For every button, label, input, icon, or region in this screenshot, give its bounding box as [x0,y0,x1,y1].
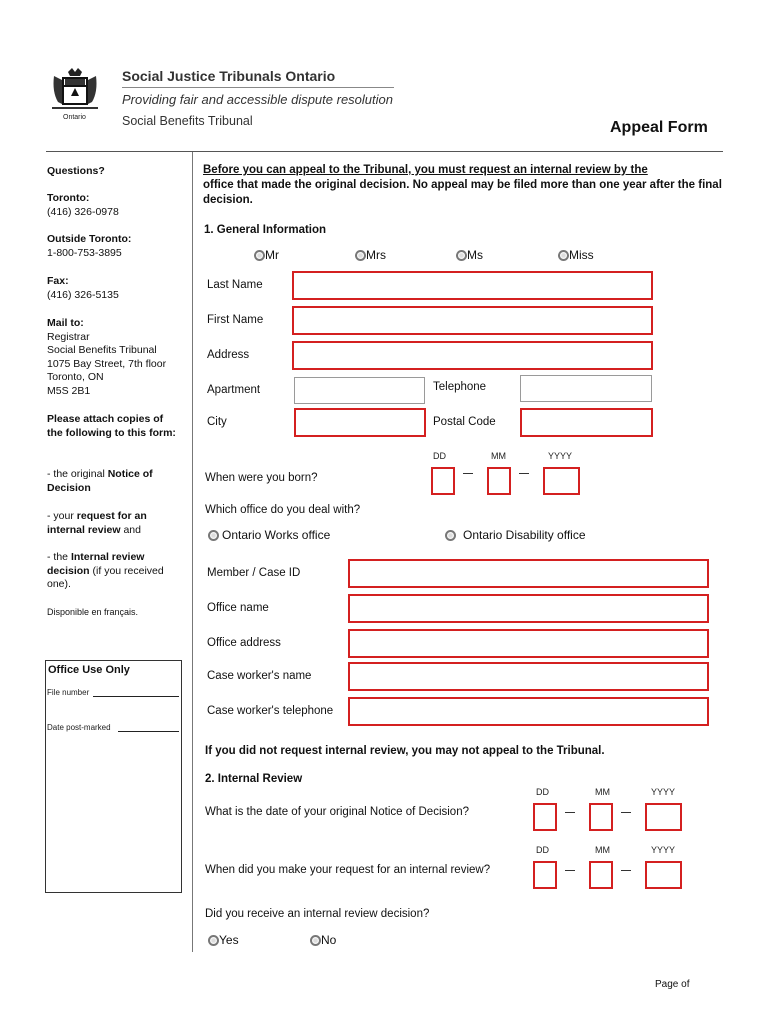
date-dash [519,473,529,474]
member-id-label: Member / Case ID [207,567,301,579]
birth-mm-label: MM [491,451,506,461]
date-postmarked-line [118,731,179,732]
sidebar-divider [192,152,193,952]
no-review-warning: If you did not request internal review, you may not appeal to the Tribunal. [205,745,605,757]
request-yyyy-label: YYYY [651,845,676,855]
title-radio-mr[interactable] [254,250,265,261]
notice-mm-label: MM [595,787,610,797]
postal-code-field[interactable] [520,408,653,437]
received-decision-question: Did you receive an internal review decision? [205,908,430,920]
postal-code-label: Postal Code [433,416,496,428]
last-name-field[interactable] [292,271,653,300]
mail-line: M5S 2B1 [47,385,91,397]
date-dash [463,473,473,474]
title-radio-ms[interactable] [456,250,467,261]
ontario-crest-icon [48,66,102,114]
tagline: Providing fair and accessible dispute resolution [122,92,393,107]
intro-notice: Before you can appeal to the Tribunal, you must request an internal review by the office that made the original decision. No appeal may be filed more than one year after the final decision. [203,164,722,206]
notice-year-field[interactable] [645,803,682,831]
first-name-label: First Name [207,314,264,326]
birth-yyyy-label: YYYY [548,451,573,461]
fax-phone: (416) 326-5135 [47,289,119,301]
ontario-works-radio[interactable] [208,530,219,541]
request-dd-label: DD [536,845,549,855]
section2-title: 2. Internal Review [205,773,303,785]
office-question: Which office do you deal with? [205,504,361,516]
file-number-line [93,696,179,697]
notice-dd-label: DD [536,787,549,797]
case-worker-label: Case worker's name [207,670,312,682]
notice-month-field[interactable] [589,803,613,831]
outside-toronto-phone: 1-800-753-3895 [47,247,122,259]
notice-yyyy-label: YYYY [651,787,676,797]
received-yes-radio[interactable] [208,935,219,946]
telephone-label: Telephone [433,381,487,393]
ontario-label: Ontario [63,114,86,121]
mail-line: Toronto, ON [47,371,104,383]
attach-item-notice: - the original Notice of Decision [47,468,153,494]
title-radio-mrs[interactable] [355,250,366,261]
title-radio-miss[interactable] [558,250,569,261]
birth-dd-label: DD [433,451,446,461]
ontario-disability-radio[interactable] [445,530,456,541]
telephone-field[interactable] [520,375,652,402]
apartment-field[interactable] [294,377,425,404]
page-number: Page of [655,979,690,990]
section1-title: 1. General Information [204,224,327,236]
apartment-label: Apartment [207,384,261,396]
notice-date-question: What is the date of your original Notice of Decision? [205,806,469,818]
tribunal-name: Social Benefits Tribunal [122,114,253,128]
received-yes-label: Yes [219,933,239,947]
notice-day-field[interactable] [533,803,557,831]
date-postmarked-label: Date post-marked [47,723,111,732]
birth-day-field[interactable] [431,467,455,495]
top-divider [46,151,723,152]
request-date-question: When did you make your request for an internal review? [205,864,491,876]
request-day-field[interactable] [533,861,557,889]
received-no-radio[interactable] [310,935,321,946]
office-address-field[interactable] [348,629,709,658]
title-label-ms: Ms [467,248,483,262]
member-id-field[interactable] [348,559,709,588]
received-no-label: No [321,933,337,947]
questions-heading: Questions? [47,165,105,177]
city-field[interactable] [294,408,426,437]
french-note: Disponible en français. [47,607,139,617]
outside-toronto-label: Outside Toronto: [47,233,132,245]
address-label: Address [207,349,250,361]
ontario-disability-label: Ontario Disability office [463,528,586,542]
fax-label: Fax: [47,275,69,287]
org-name: Social Justice Tribunals Ontario [122,68,336,84]
ontario-works-label: Ontario Works office [222,528,331,542]
file-number-label: File number [47,688,90,697]
office-address-label: Office address [207,637,281,649]
case-worker-field[interactable] [348,662,709,691]
date-dash [565,812,575,813]
attach-heading: Please attach copies of the following to this form: [47,413,176,439]
title-label-mrs: Mrs [366,248,386,262]
last-name-label: Last Name [207,279,263,291]
city-label: City [207,416,227,428]
form-title: Appeal Form [610,119,708,136]
date-dash [565,870,575,871]
request-mm-label: MM [595,845,610,855]
header-divider [122,87,394,88]
date-dash [621,812,631,813]
mail-line: Social Benefits Tribunal [47,344,157,356]
request-year-field[interactable] [645,861,682,889]
date-dash [621,870,631,871]
office-use-title: Office Use Only [48,664,130,676]
title-label-mr: Mr [265,248,279,262]
attach-item-request: - your request for an internal review and [47,510,147,536]
toronto-label: Toronto: [47,192,90,204]
title-label-miss: Miss [569,248,594,262]
office-name-label: Office name [207,602,269,614]
mail-line: Registrar [47,331,90,343]
mail-label: Mail to: [47,317,84,329]
address-field[interactable] [292,341,653,370]
first-name-field[interactable] [292,306,653,335]
office-name-field[interactable] [348,594,709,623]
birth-question: When were you born? [205,472,318,484]
mail-line: 1075 Bay Street, 7th floor [47,358,167,370]
case-worker-tel-label: Case worker's telephone [207,705,334,717]
attach-item-decision: - the Internal review decision (if you received one). [47,551,164,590]
birth-month-field[interactable] [487,467,511,495]
birth-year-field[interactable] [543,467,580,495]
case-worker-tel-field[interactable] [348,697,709,726]
toronto-phone: (416) 326-0978 [47,206,119,218]
request-month-field[interactable] [589,861,613,889]
